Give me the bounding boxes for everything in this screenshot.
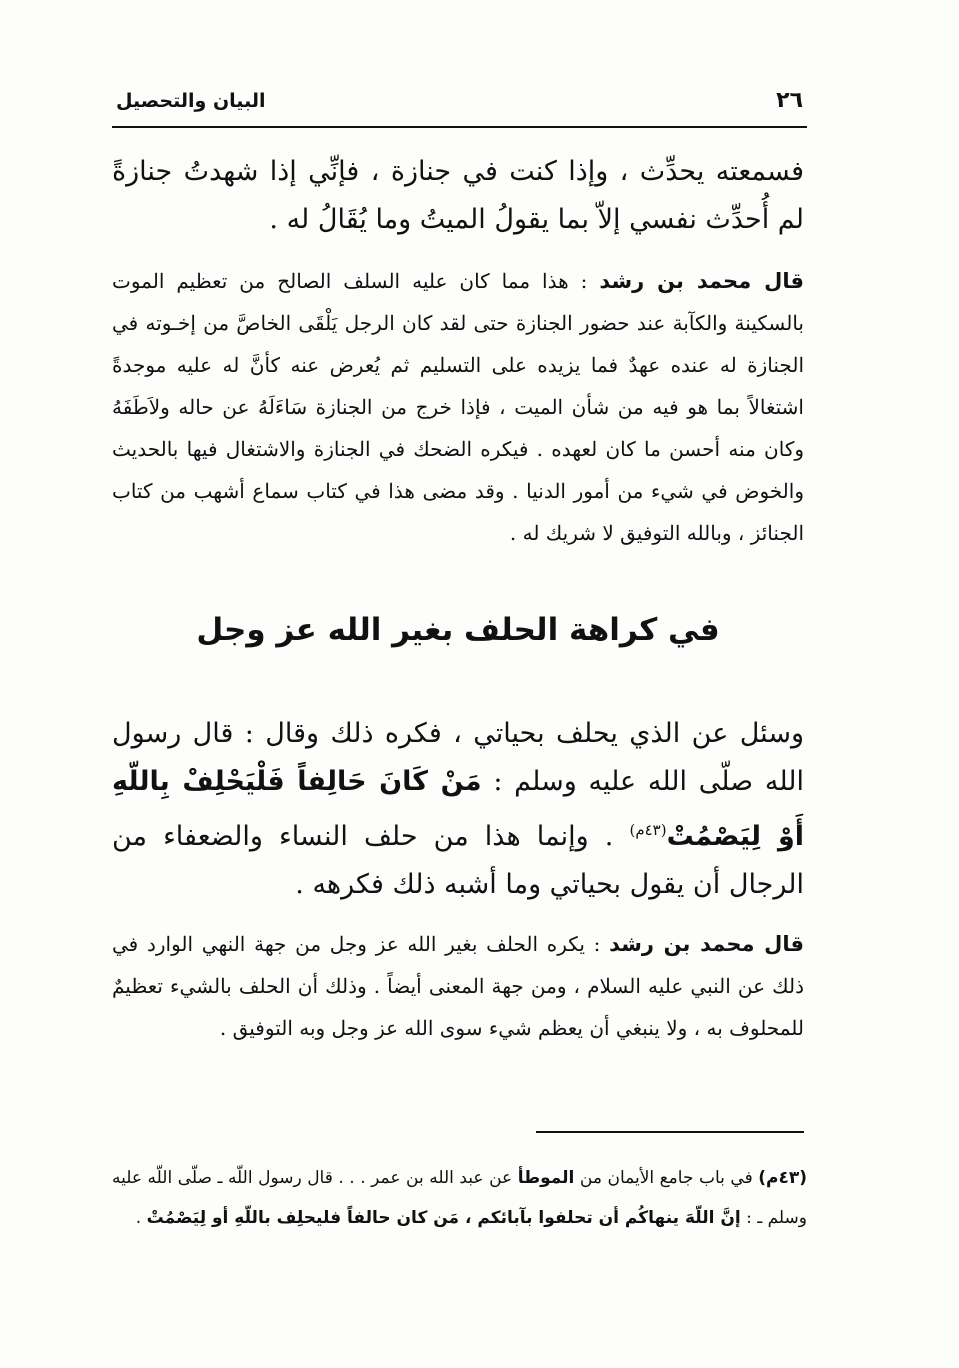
commentary-text: : هذا مما كان عليه السلف الصالح من تعظيم الموت بالسكينة والكآبة عند حضور الجنازة حتى لقد كان الرجل يَلْقَى الخاصَّ من إخـوته في الجنازة له عنده عهدٌ فما يزيده على التسليم ثم يُعرض عنه كأنَّ له عليه موجدةً اشتغالاً بما هو فيه من شأن الميت ، فإذا خرج من الجنازة سَاءَلَهُ عن حاله ولاَطَفَهُ وكان منه أحسن ما كان لعهده . فيكره الضحك في الجنازة والاشتغال فيها بالحديث والخوض في شيء من أمور الدنيا . وقد مضى هذا في كتاب سماع أشهب من كتاب الجنائز ، وبالله التوفيق لا شريك له . [112, 269, 804, 545]
footnote-marker: (٤٣م) [758, 1168, 808, 1188]
section-2 [112, 710, 804, 1049]
commentary-speaker: قال محمد بن رشد [609, 932, 805, 956]
footnote-text: عن عبد الله بن عمر . . . قال رسول اللّه ـ صلّى اللّه عليه وسلم ـ : [112, 1168, 807, 1228]
page-number: ٢٦ [776, 88, 803, 113]
commentary-paragraph-1 [112, 260, 804, 554]
footnote [112, 1158, 807, 1238]
quote-text-before: وسئل عن الذي يحلف بحياتي ، فكره ذلك وقال : قال رسول الله صلّى الله عليه وسلم : [112, 718, 804, 797]
commentary-paragraph-2 [112, 923, 804, 1049]
book-title: البيان والتحصيل [116, 90, 266, 112]
chapter-heading: في كراهة الحلف بغير الله عز وجل [196, 612, 720, 648]
section-1 [112, 148, 804, 554]
footnote-text-end: . [135, 1208, 142, 1228]
footnote-hadith: إنَّ اللّهَ ينهاكُم أن تحلفوا بآبائكم ، مَن كان حالفاً فليحلِف باللّهِ أو لِيَصْمُتْ [146, 1208, 741, 1228]
footnote-divider [536, 1131, 804, 1133]
quote-text-after: . وإنما هذا من حلف النساء والضعفاء من الرجال أن يقول بحياتي وما أشبه ذلك فكرهه . [112, 821, 804, 900]
commentary-text: : يكره الحلف بغير الله عز وجل من جهة النهي الوارد في ذلك عن النبي عليه السلام ، ومن جهة المعنى أيضاً . وذلك أن الحلف بالشيء تعظيمٌ للمحلوف به ، ولا ينبغي أن يعظم شيء سوى الله عز وجل وبه التوفيق . [112, 932, 804, 1040]
footnote-reference[interactable]: (٤٣م) [629, 821, 667, 839]
hadith-text: مَنْ كَانَ حَالِفاً فَلْيَحْلِفْ بِاللّهِ أَوْ لِيَصْمُتْ [112, 766, 804, 852]
quote-paragraph-2 [112, 710, 804, 909]
footnote-source: الموطأ [517, 1168, 575, 1188]
footnote-text: في باب جامع الأيمان من [579, 1168, 753, 1188]
quote-paragraph-1: فسمعته يحدِّث ، وإذا كنت في جنازة ، فإنِّي إذا شهدتُ جنازةً لم أُحدِّث نفسي إلاّ بما يقولُ الميتُ وما يُقَالُ له . [112, 156, 804, 235]
commentary-speaker: قال محمد بن رشد [599, 269, 804, 293]
running-head [112, 82, 807, 128]
